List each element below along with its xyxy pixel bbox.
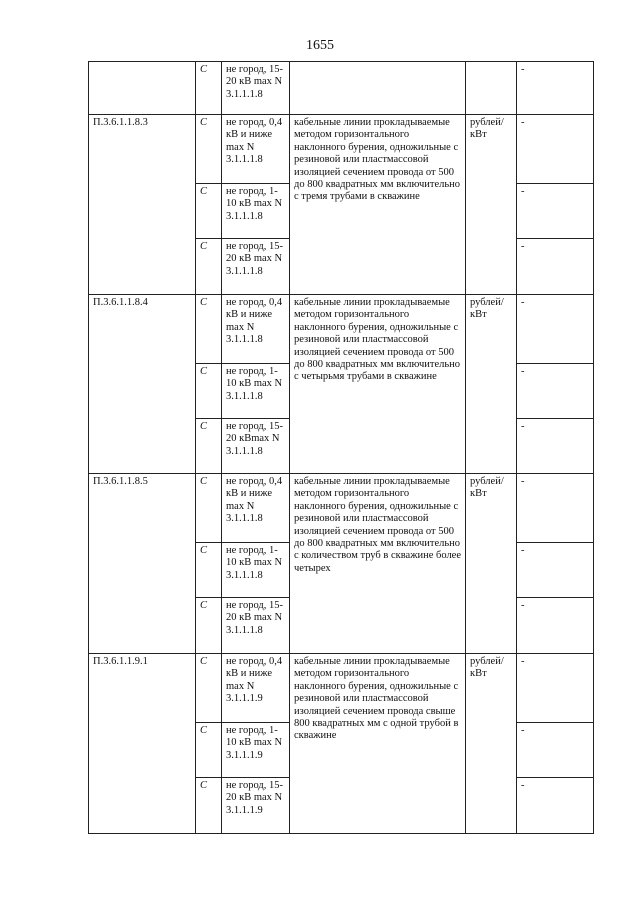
condition-text: не город, 0,4 кВ и ниже max N 3.1.1.1.9 <box>222 654 290 723</box>
category-letter: С <box>196 62 222 115</box>
item-code: П.3.6.1.1.8.5 <box>89 474 196 654</box>
rate-value: - <box>517 598 594 654</box>
line-description: кабельные линии прокладываемые методом горизонтального наклонного бурения, одножильные с резиновой или пластмассовой изоляцией сечением провода от 500 до 800 квадратных мм включительно с количеством труб в скважине более четырех <box>290 474 466 654</box>
condition-text: не город, 1-10 кВ max N 3.1.1.1.9 <box>222 723 290 778</box>
category-letter: С <box>196 419 222 474</box>
item-code: П.3.6.1.1.8.4 <box>89 295 196 474</box>
condition-text: не город, 1-10 кВ max N 3.1.1.1.8 <box>222 543 290 598</box>
rate-value: - <box>517 543 594 598</box>
condition-text: не город, 15-20 кВmax N 3.1.1.1.8 <box>222 419 290 474</box>
category-letter: С <box>196 543 222 598</box>
condition-text: не город, 15-20 кВ max N 3.1.1.1.8 <box>222 598 290 654</box>
category-letter: С <box>196 115 222 184</box>
unit-of-measure: рублей/кВт <box>466 654 517 834</box>
item-code: П.3.6.1.1.9.1 <box>89 654 196 834</box>
unit-of-measure <box>466 62 517 115</box>
tariff-table-body <box>89 62 594 834</box>
category-letter: С <box>196 598 222 654</box>
line-description <box>290 62 466 115</box>
page-number: 1655 <box>306 38 334 53</box>
category-letter: С <box>196 723 222 778</box>
category-letter: С <box>196 364 222 419</box>
rate-value: - <box>517 364 594 419</box>
category-letter: С <box>196 474 222 543</box>
unit-of-measure: рублей/кВт <box>466 295 517 474</box>
condition-text: не город, 0,4 кВ и ниже max N 3.1.1.1.8 <box>222 474 290 543</box>
condition-text: не город, 15-20 кВ max N 3.1.1.1.8 <box>222 239 290 295</box>
table-row <box>89 474 594 543</box>
rate-value: - <box>517 474 594 543</box>
condition-text: не город, 15-20 кВ max N 3.1.1.1.9 <box>222 778 290 834</box>
rate-value: - <box>517 184 594 239</box>
rate-value: - <box>517 654 594 723</box>
line-description: кабельные линии прокладываемые методом горизонтального наклонного бурения, одножильные с резиновой или пластмассовой изоляцией сечением провода свыше 800 квадратных мм с одной трубой в скважине <box>290 654 466 834</box>
line-description: кабельные линии прокладываемые методом горизонтального наклонного бурения, одножильные с резиновой или пластмассовой изоляцией сечением провода от 500 до 800 квадратных мм включительно с тремя трубами в скважине <box>290 115 466 295</box>
item-code: П.3.6.1.1.8.3 <box>89 115 196 295</box>
rate-value: - <box>517 295 594 364</box>
condition-text: не город, 15-20 кВ max N 3.1.1.1.8 <box>222 62 290 115</box>
rate-value: - <box>517 723 594 778</box>
unit-of-measure: рублей/кВт <box>466 115 517 295</box>
line-description: кабельные линии прокладываемые методом горизонтального наклонного бурения, одножильные с резиновой или пластмассовой изоляцией сечением провода от 500 до 800 квадратных мм включительно с четырьмя трубами в скважине <box>290 295 466 474</box>
category-letter: С <box>196 654 222 723</box>
condition-text: не город, 1-10 кВ max N 3.1.1.1.8 <box>222 184 290 239</box>
rate-value: - <box>517 115 594 184</box>
condition-text: не город, 0,4 кВ и ниже max N 3.1.1.1.8 <box>222 295 290 364</box>
category-letter: С <box>196 184 222 239</box>
table-row <box>89 62 594 115</box>
table-row <box>89 654 594 723</box>
category-letter: С <box>196 778 222 834</box>
category-letter: С <box>196 295 222 364</box>
rate-value: - <box>517 239 594 295</box>
condition-text: не город, 0,4 кВ и ниже max N 3.1.1.1.8 <box>222 115 290 184</box>
table-row <box>89 115 594 184</box>
item-code <box>89 62 196 115</box>
table-row <box>89 295 594 364</box>
rate-value: - <box>517 778 594 834</box>
unit-of-measure: рублей/кВт <box>466 474 517 654</box>
condition-text: не город, 1-10 кВ max N 3.1.1.1.8 <box>222 364 290 419</box>
category-letter: С <box>196 239 222 295</box>
rate-value: - <box>517 419 594 474</box>
tariff-table <box>88 61 594 834</box>
rate-value: - <box>517 62 594 115</box>
